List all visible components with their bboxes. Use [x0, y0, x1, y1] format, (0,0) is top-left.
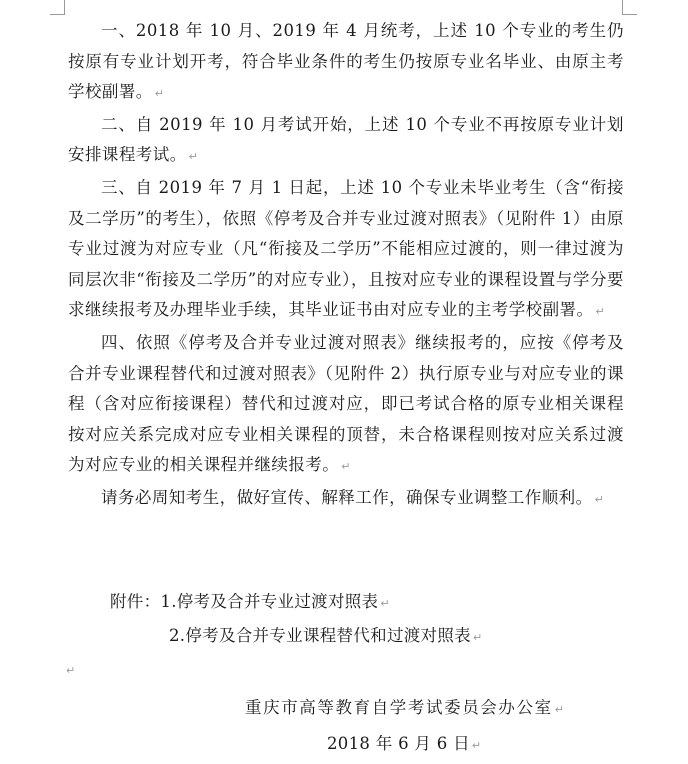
paragraph-mark-icon: ↵: [341, 460, 351, 474]
document-body: [68, 16, 624, 516]
attachment-item-2: 2.停考及合并专业课程替代和过渡对照表: [169, 626, 471, 645]
paragraph-1-text: 一、2018 年 10 月、2019 年 4 月统考，上述 10 个专业的考生仍按原有专业计划开考，符合毕业条件的考生仍按原专业名毕业、由原主考学校副署。: [68, 21, 624, 102]
paragraph-mark-icon: ↵: [154, 87, 165, 101]
paragraph-mark-icon: ↵: [471, 739, 482, 752]
page-corner-mark-left: [50, 0, 65, 15]
attachment-label: 附件：: [110, 592, 161, 611]
paragraph-mark-icon: ↵: [595, 305, 606, 319]
attachment-line-2: [169, 621, 482, 653]
page-corner-mark-right: [622, 0, 637, 15]
paragraph-5: [68, 483, 624, 516]
paragraph-1: [68, 16, 624, 110]
paragraph-mark-icon: ↵: [594, 492, 605, 506]
paragraph-mark-icon: ↵: [554, 703, 566, 716]
attachment-item-1: 1.停考及合并专业过渡对照表: [160, 592, 379, 611]
paragraph-2-text: 二、自 2019 年 10 月考试开始，上述 10 个专业不再按原专业计划安排课程考试。: [68, 114, 624, 165]
signature-date: [327, 729, 481, 761]
attachment-line-1: [110, 587, 390, 619]
signature-date-text: 2018 年 6 月 6 日: [327, 734, 470, 753]
paragraph-2: [68, 110, 624, 173]
signature-organization-text: 重庆市高等教育自学考试委员会办公室: [245, 698, 553, 717]
paragraph-5-text: 请务必周知考生，做好宣传、解释工作，确保专业调整工作顺利。: [101, 487, 593, 507]
empty-paragraph-mark-icon: ↵: [66, 664, 76, 677]
signature-organization: [245, 693, 566, 725]
paragraph-3-text: 三、自 2019 年 7 月 1 日起，上述 10 个专业未毕业考生（含“衔接及二学历”的考生），依照《停考及合并专业过渡对照表》（见附件 1）由原专业过渡为对应专业（凡“衔接及二学历”不能相应过渡的，则一律过渡为同层次非“衔接及二学历”的对应专业），且按对应专业的课程设置与学分要求继续报考及办理毕业手续，其毕业证书由对应专业的主考学校副署。: [68, 177, 624, 320]
paragraph-mark-icon: ↵: [188, 150, 199, 164]
paragraph-mark-icon: ↵: [472, 631, 483, 644]
paragraph-4: [68, 328, 624, 483]
paragraph-4-text: 四、依照《停考及合并专业过渡对照表》继续报考的，应按《停考及合并专业课程替代和过渡对照表》（见附件 2）执行原专业与对应专业的课程（含对应衔接课程）替代和过渡对应，即已考试合格的原专业相关课程按对应关系完成对应专业相关课程的顶替，未合格课程则按对应关系过渡为对应专业的相关课程并继续报考。: [68, 332, 624, 475]
paragraph-mark-icon: ↵: [380, 597, 390, 610]
paragraph-3: [68, 173, 624, 328]
